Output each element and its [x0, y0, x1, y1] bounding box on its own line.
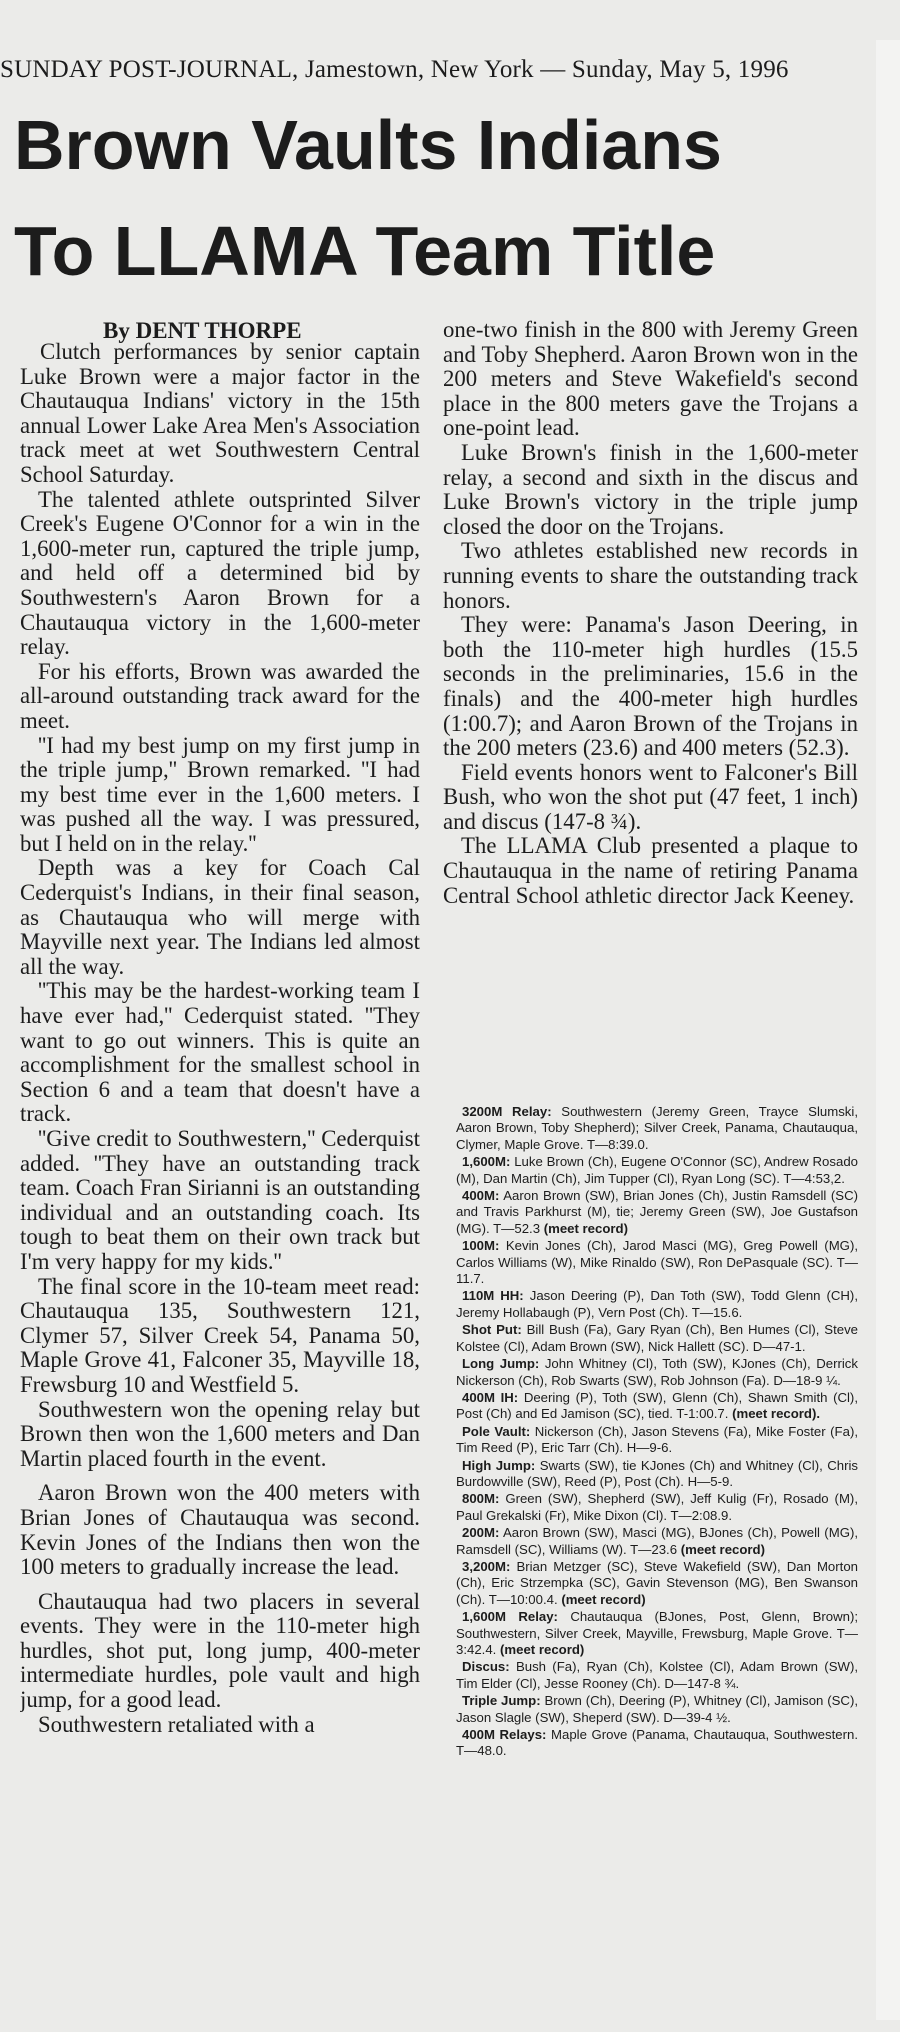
result-note: (meet record) [680, 1541, 765, 1557]
result-entry [456, 1288, 858, 1321]
result-text: Maple Grove (Panama, Chautauqua, Southwestern. T—48.0. [456, 1727, 858, 1759]
adjacent-page-bleed [876, 40, 900, 2020]
result-event: 1,600M Relay: [462, 1609, 558, 1625]
result-event: Discus: [462, 1659, 510, 1675]
paragraph: Southwestern retaliated with a [38, 1711, 315, 1737]
article-right-column [443, 318, 858, 1103]
result-entry [456, 1238, 858, 1287]
result-event: 800M: [462, 1491, 500, 1507]
result-text: Brown (Ch), Deering (P), Whitney (Cl), Jamison (SC), Jason Slagle (SW), Sheperd (SW). D—39-4 ½. [456, 1693, 858, 1725]
result-text: Chautauqua (BJones, Post, Glenn, Brown); Southwestern, Silver Creek, Mayville, Frewsburg, Maple Grove. T—3:42.4. [456, 1609, 858, 1657]
paragraph: For his efforts, Brown was awarded the all-around outstanding track award for the meet. [20, 658, 420, 733]
result-text: Luke Brown (Ch), Eugene O'Connor (SC), Andrew Rosado (M), Dan Martin (Ch), Jim Tupper (Cl), Ryan Long (SC). T—4:53,2. [456, 1154, 858, 1186]
paragraph: The talented athlete outsprinted Silver Creek's Eugene O'Connor for a win in the 1,600-meter run, captured the triple jump, and held off a determined bid by Southwestern's Aaron Brown for a Chautauqua victory in the 1,600-meter relay. [20, 486, 420, 660]
headline-line-1: Brown Vaults Indians [14, 106, 722, 184]
byline: By DENT THORPE [103, 318, 302, 343]
result-event: 400M IH: [462, 1389, 519, 1405]
result-note: (meet record). [732, 1406, 821, 1422]
result-note: (meet record) [561, 1591, 646, 1607]
result-entry [456, 1104, 858, 1153]
result-entry [456, 1693, 858, 1726]
result-text: Aaron Brown (SW), Brian Jones (Ch), Justin Ramsdell (SC) and Travis Parkhurst (M), tie; Jeremy Green (SW), Joe Gustafson (MG). T—52.3 [456, 1188, 858, 1236]
result-text: Jason Deering (P), Dan Toth (SW), Todd Glenn (CH), Jeremy Hollabaugh (P), Vern Post (Ch). T—15.6. [456, 1288, 858, 1320]
paragraph: The final score in the 10-team meet read: Chautauqua 135, Southwestern 121, Clymer 57, Silver Creek 54, Panama 50, Maple Grove 41, Falconer 35, Mayville 18, Frewsburg 10 and Westfield 5. [20, 1273, 420, 1397]
result-entry [456, 1390, 858, 1423]
paragraph: ''This may be the hardest-working team I have ever had,'' Cederquist stated. ''They want to go out winners. This is quite an accomplishment for the smallest school in Section 6 and a team that doesn't have a track. [20, 978, 420, 1127]
result-entry [456, 1727, 858, 1760]
result-note: (meet record) [500, 1642, 585, 1657]
paragraph: one-two finish in the 800 with Jeremy Green and Toby Shepherd. Aaron Brown won in the 200 meters and Steve Wakefield's second place in the 800 meters gave the Trojans a one-point lead. [443, 318, 858, 441]
article-left-column [20, 340, 420, 2030]
result-text: Green (SW), Shepherd (SW), Jeff Kulig (Fr), Rosado (M), Paul Grekalski (Fr), Mike Dixon (Cl). T—2:08.9. [456, 1491, 858, 1523]
paragraph: They were: Panama's Jason Deering, in both the 110-meter high hurdles (15.5 seconds in the preliminaries, 15.6 in the finals) and the 400-meter high hurdles (1:00.7); and Aaron Brown of the Trojans in the 200 meters (23.6) and 400 meters (52.3). [443, 612, 858, 761]
result-entry [456, 1525, 858, 1558]
result-entry [456, 1609, 858, 1658]
paragraph: Depth was a key for Coach Cal Cederquist's Indians, in their final season, as Chautauqua who will merge with Mayville next year. The Indians led almost all the way. [20, 855, 420, 979]
headline [14, 92, 854, 304]
paragraph: ''Give credit to Southwestern,'' Cederquist added. ''They have an outstanding track team. Coach Fran Sirianni is an outstanding individual and an outstanding coach. Its tough to beat them on their own track but I'm very happy for my kids.'' [20, 1126, 420, 1274]
result-text: Nickerson (Ch), Jason Stevens (Fa), Mike Foster (Fa), Tim Reed (P), Eric Tarr (Ch). H—9-6. [456, 1423, 858, 1456]
result-event: 200M: [462, 1525, 500, 1541]
result-event: 100M: [462, 1238, 500, 1254]
result-text: Southwestern (Jeremy Green, Trayce Slumski, Aaron Brown, Toby Shepherd); Silver Creek, Panama, Chautauqua, Clymer, Maple Grove. T—8:39.0. [456, 1104, 858, 1152]
result-event: 3,200M: [462, 1558, 511, 1574]
result-event: Pole Vault: [462, 1423, 531, 1439]
result-event: Long Jump: [462, 1356, 540, 1372]
result-text: Bush (Fa), Ryan (Ch), Kolstee (Cl), Adam Brown (SW), Tim Elder (Cl), Jesse Rooney (Ch). D—147-8 ¾. [456, 1659, 858, 1691]
result-entry [456, 1188, 858, 1237]
result-event: 400M: [462, 1188, 500, 1204]
paragraph: Clutch performances by senior captain Luke Brown were a major factor in the Chautauqua Indians' victory in the 15th annual Lower Lake Area Men's Association track meet at wet Southwestern Central School Saturday. [20, 340, 420, 487]
paragraph: Luke Brown's finish in the 1,600-meter relay, a second and sixth in the discus and Luke Brown's victory in the triple jump closed the door on the Trojans. [443, 439, 858, 539]
result-event: 1,600M: [462, 1154, 511, 1170]
result-entry [456, 1322, 858, 1355]
paragraph: Chautauqua had two placers in several events. They were in the 110-meter high hurdles, shot put, long jump, 400-meter intermediate hurdles, pole vault and high jump, for a good lead. [20, 1588, 420, 1713]
paragraph: ''I had my best jump on my first jump in the triple jump,'' Brown remarked. ''I had my best time ever in the 1,600 meters. I was pushed all the way. I was pressured, but I held on in the relay.'' [20, 732, 420, 856]
paragraph: Two athletes established new records in running events to share the outstanding track honors. [443, 538, 858, 613]
dateline: SUNDAY POST-JOURNAL, Jamestown, New York — Sunday, May 5, 1996 [0, 56, 789, 83]
result-text: Kevin Jones (Ch), Jarod Masci (MG), Greg Powell (MG), Carlos Williams (W), Mike Rinaldo (SW), Ron DePasquale (SC). T—11.7. [456, 1238, 858, 1287]
result-entry [456, 1154, 858, 1187]
paragraph: Aaron Brown won the 400 meters with Brian Jones of Chautauqua was second. Kevin Jones of the Indians then won the 100 meters to gradually increase the lead. [20, 1480, 420, 1580]
result-text: Aaron Brown (SW), Masci (MG), BJones (Ch), Powell (MG), Ramsdell (SC), Williams (W). T—23.6 [456, 1525, 858, 1557]
result-event: Triple Jump: [462, 1693, 541, 1709]
meet-results-list [456, 1104, 858, 2032]
result-event: High Jump: [462, 1457, 536, 1473]
result-entry [456, 1356, 858, 1389]
result-entry [456, 1458, 858, 1491]
headline-line-2: To LLAMA Team Title [14, 212, 716, 290]
result-text: John Whitney (Cl), Toth (SW), KJones (Ch), Derrick Nickerson (Ch), Rob Swarts (SW), Rob Johnson (Fa). D—18-9 ¼. [456, 1356, 858, 1388]
result-event: 3200M Relay: [462, 1104, 552, 1119]
result-entry [456, 1559, 858, 1608]
paragraph: Southwestern won the opening relay but Brown then won the 1,600 meters and Dan Martin placed fourth in the event. [20, 1396, 420, 1471]
result-note: (meet record) [543, 1220, 628, 1236]
result-text: Brian Metzger (SC), Steve Wakefield (SW), Dan Morton (Ch), Eric Strzempka (SC), Gavin Stevenson (MG), Ben Swanson (Ch). T—10:00.4. [456, 1558, 858, 1607]
paragraph: Field events honors went to Falconer's Bill Bush, who won the shot put (47 feet, 1 inch) and discus (147-8 ¾). [443, 759, 858, 834]
result-entry [456, 1424, 858, 1457]
result-entry [456, 1491, 858, 1524]
result-text: Swarts (SW), tie KJones (Ch) and Whitney (Cl), Chris Burdowville (SW), Reed (P), Post (Ch). H—5-9. [456, 1457, 858, 1489]
paragraph: The LLAMA Club presented a plaque to Chautauqua in the name of retiring Panama Central School athletic director Jack Keeney. [443, 833, 858, 908]
result-event: 400M Relays: [462, 1727, 547, 1743]
result-entry [456, 1659, 858, 1692]
result-event: Shot Put: [462, 1322, 522, 1338]
result-text: Deering (P), Toth (SW), Glenn (Ch), Shawn Smith (Cl), Post (Ch) and Ed Jamison (SC), tied. T-1:00.7. [456, 1389, 858, 1422]
result-event: 110M HH: [462, 1288, 524, 1304]
result-text: Bill Bush (Fa), Gary Ryan (Ch), Ben Humes (Cl), Steve Kolstee (Cl), Adam Brown (SW), Nick Hallett (SC). D—47-1. [456, 1322, 858, 1354]
